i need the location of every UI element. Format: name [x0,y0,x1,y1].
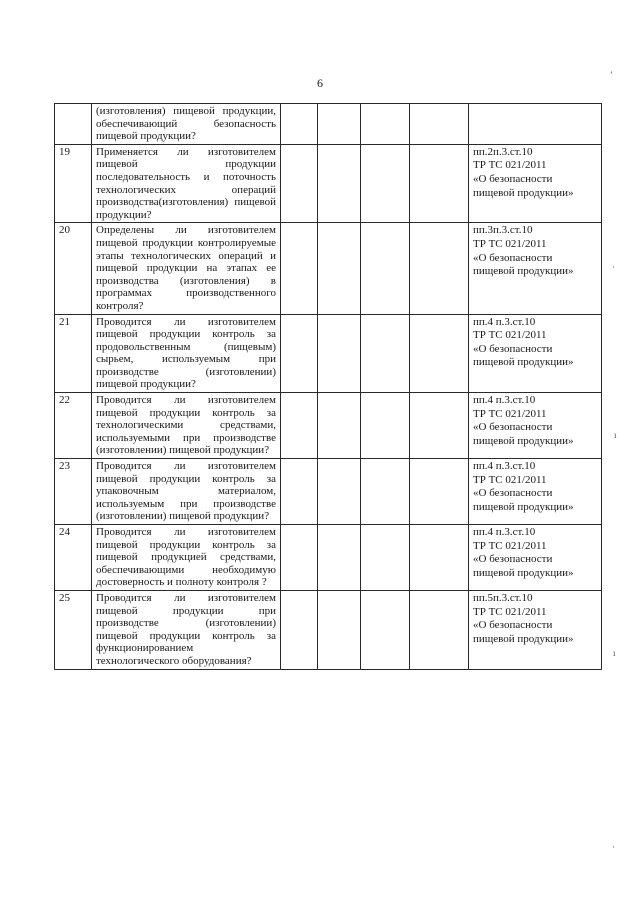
answer-cell [318,590,361,669]
table-row [55,144,602,223]
row-number: 21 [55,314,92,393]
margin-mark: ı [614,430,617,440]
answer-cell [361,104,410,145]
reference-line: ТР ТС 021/2011 [473,407,547,420]
margin-mark: · [612,262,615,272]
table-row [55,590,602,669]
requirement-question: Проводится ли изготовителем пищевой продукции при производстве (изготовлении) пищевой продукции контроль за функционированием технологического оборудования? [92,590,281,669]
regulation-reference [469,393,602,459]
answer-cell [410,223,469,314]
answer-cell [281,393,318,459]
row-number: 19 [55,144,92,223]
regulation-reference [469,223,602,314]
requirement-question: Применяется ли изготовителем пищевой продукции последовательность и поточность технологических операций производства(изготовления) пищевой продукции? [92,144,281,223]
table-row [55,223,602,314]
table-row [55,314,602,393]
table-row [55,459,602,525]
answer-cell [318,525,361,591]
table-row [55,104,602,145]
answer-cell [318,223,361,314]
reference-line: ТР ТС 021/2011 [473,539,547,552]
answer-cell [410,104,469,145]
reference-line: пищевой продукции» [473,632,574,645]
reference-line: ТР ТС 021/2011 [473,159,547,172]
margin-mark: ‛ [610,70,613,80]
answer-cell [281,459,318,525]
requirement-question: Проводится ли изготовителем пищевой продукции контроль за продовольственным (пищевым) сырьем, используемым при производстве (изготовлении) пищевой продукции? [92,314,281,393]
answer-cell [410,459,469,525]
row-number: 20 [55,223,92,314]
reference-line: пп.3п.3.ст.10 [473,224,533,237]
regulation-reference [469,314,602,393]
answer-cell [281,144,318,223]
reference-line: «О безопасности [473,251,553,264]
answer-cell [281,525,318,591]
reference-line: пп.4 п.3.ст.10 [473,460,536,473]
regulation-reference [469,459,602,525]
answer-cell [281,223,318,314]
reference-line: «О безопасности [473,553,553,566]
answer-cell [281,590,318,669]
reference-line: пищевой продукции» [473,434,574,447]
requirement-question: Проводится ли изготовителем пищевой продукции контроль за технологическими средствами, используемыми при производстве (изготовлении) пищевой продукции? [92,393,281,459]
table-row [55,393,602,459]
regulation-reference [469,525,602,591]
requirement-question: Проводится ли изготовителем пищевой продукции контроль за упаковочным материалом, используемым при производстве (изготовлении) пищевой продукции? [92,459,281,525]
reference-line: пп.4 п.3.ст.10 [473,315,536,328]
row-number: 23 [55,459,92,525]
reference-line: пп.4 п.3.ст.10 [473,526,536,538]
reference-line: пищевой продукции» [473,566,574,579]
requirement-question: (изготовления) пищевой продукции, обеспечивающий безопасность пищевой продукции? [92,104,281,145]
answer-cell [361,590,410,669]
answer-cell [410,590,469,669]
requirement-question: Определены ли изготовителем пищевой продукции контролируемые этапы технологических операций и пищевой продукции на этапах ее производства (изготовления) в программах производственного контроля? [92,223,281,314]
reference-line: пищевой продукции» [473,265,574,278]
margin-mark: · [612,842,615,852]
reference-line: пищевой продукции» [473,356,574,369]
reference-line: пп.4 п.3.ст.10 [473,394,536,407]
answer-cell [361,144,410,223]
reference-line: пп.5п.3.ст.10 [473,591,533,604]
answer-cell [318,393,361,459]
answer-cell [361,314,410,393]
regulation-reference [469,144,602,223]
answer-cell [361,223,410,314]
answer-cell [281,314,318,393]
regulation-reference [469,590,602,669]
answer-cell [361,393,410,459]
answer-cell [361,459,410,525]
reference-line: ТР ТС 021/2011 [473,237,547,250]
reference-line: пищевой продукции» [473,186,574,199]
answer-cell [410,393,469,459]
reference-line: «О безопасности [473,172,553,185]
reference-line: «О безопасности [473,487,553,500]
row-number [55,104,92,145]
reference-line: «О безопасности [473,619,553,632]
checklist-table [54,103,602,670]
answer-cell [318,314,361,393]
table-row [55,525,602,591]
reference-line: «О безопасности [473,342,553,355]
regulation-reference [469,104,602,145]
answer-cell [318,144,361,223]
row-number: 25 [55,590,92,669]
answer-cell [410,525,469,591]
reference-line: ТР ТС 021/2011 [473,329,547,342]
reference-line: «О безопасности [473,421,553,434]
row-number: 22 [55,393,92,459]
answer-cell [410,144,469,223]
answer-cell [361,525,410,591]
page-number: 6 [317,76,323,90]
reference-line: ТР ТС 021/2011 [473,605,547,618]
answer-cell [410,314,469,393]
reference-line: пп.2п.3.ст.10 [473,145,533,158]
answer-cell [281,104,318,145]
row-number: 24 [55,525,92,591]
reference-line: пищевой продукции» [473,500,574,513]
requirement-question: Проводится ли изготовителем пищевой продукции контроль за пищевой продукцией средствами, обеспечивающими необходимую достоверность и полноту контроля ? [92,525,281,591]
answer-cell [318,104,361,145]
margin-mark: ı [613,648,616,658]
answer-cell [318,459,361,525]
reference-line: ТР ТС 021/2011 [473,473,547,486]
